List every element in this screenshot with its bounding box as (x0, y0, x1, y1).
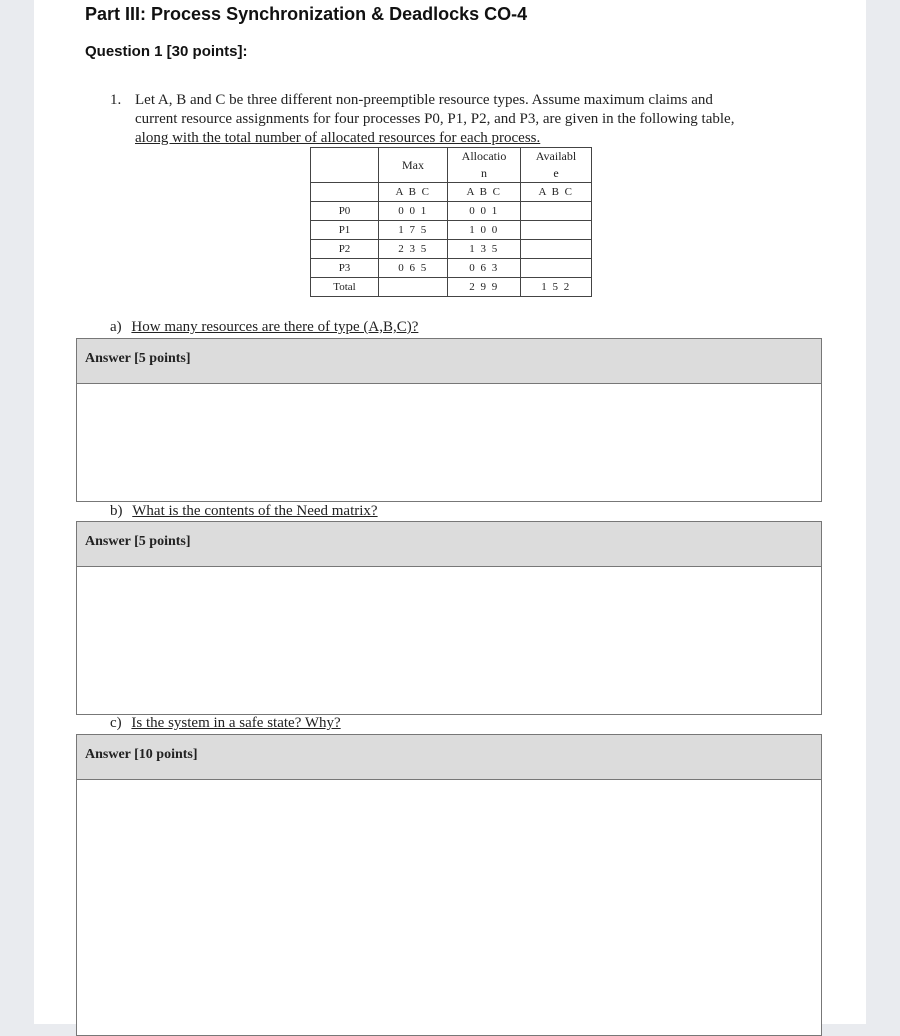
process-label: P2 (311, 240, 379, 259)
intro-line-1: Let A, B and C be three different non-preemptible resource types. Assume maximum claims and (135, 92, 713, 108)
max-cell: 0 0 1 (379, 202, 448, 221)
max-cell (379, 278, 448, 297)
header-cell (311, 148, 379, 183)
available-cell (521, 202, 592, 221)
subquestion-text: Is the system in a safe state? Why? (131, 715, 341, 731)
subquestion-label: a) (110, 319, 122, 335)
subquestion-text: What is the contents of the Need matrix? (132, 503, 378, 519)
intro-line-2: current resource assignments for four processes P0, P1, P2, and P3, are given in the following table, (135, 111, 735, 127)
answer-label: Answer [5 points] (77, 339, 821, 384)
subheader-cell (311, 183, 379, 202)
answer-box-c[interactable] (76, 734, 822, 1036)
answer-box-a[interactable] (76, 338, 822, 502)
table-subheader-row (311, 183, 592, 202)
process-label: P1 (311, 221, 379, 240)
resource-table (310, 147, 592, 297)
answer-box-b[interactable] (76, 521, 822, 715)
document-page (34, 0, 866, 1024)
process-label: P0 (311, 202, 379, 221)
max-cell: 1 7 5 (379, 221, 448, 240)
table-row (311, 259, 592, 278)
subquestion-label: c) (110, 715, 122, 731)
available-cell (521, 259, 592, 278)
allocation-cell: 1 0 0 (448, 221, 521, 240)
subheader-allocation: A B C (448, 183, 521, 202)
process-label: P3 (311, 259, 379, 278)
header-max: Max (379, 148, 448, 183)
answer-label: Answer [5 points] (77, 522, 821, 567)
subquestion-label: b) (110, 503, 123, 519)
header-allocation: Allocatio n (448, 148, 521, 183)
table-row (311, 240, 592, 259)
answer-label: Answer [10 points] (77, 735, 821, 780)
question-title: Question 1 [30 points]: (85, 43, 248, 60)
available-total: 1 5 2 (521, 278, 592, 297)
part-title: Part III: Process Synchronization & Deadlocks CO-4 (85, 4, 528, 24)
available-cell (521, 221, 592, 240)
question-number: 1. (110, 92, 122, 108)
subheader-available: A B C (521, 183, 592, 202)
subquestion-c (110, 715, 341, 732)
table-total-row (311, 278, 592, 297)
allocation-cell: 0 6 3 (448, 259, 521, 278)
max-cell: 0 6 5 (379, 259, 448, 278)
table-row (311, 202, 592, 221)
table-header-row (311, 148, 592, 183)
available-cell (521, 240, 592, 259)
subquestion-text: How many resources are there of type (A,B,C)? (131, 319, 419, 335)
header-available: Availabl e (521, 148, 592, 183)
subquestion-b (110, 503, 378, 520)
allocation-cell: 1 3 5 (448, 240, 521, 259)
max-cell: 2 3 5 (379, 240, 448, 259)
total-label: Total (311, 278, 379, 297)
allocation-cell: 0 0 1 (448, 202, 521, 221)
table-row (311, 221, 592, 240)
allocation-total: 2 9 9 (448, 278, 521, 297)
subquestion-a (110, 319, 418, 336)
subheader-max: A B C (379, 183, 448, 202)
intro-line-3: along with the total number of allocated resources for each process. (135, 130, 541, 146)
